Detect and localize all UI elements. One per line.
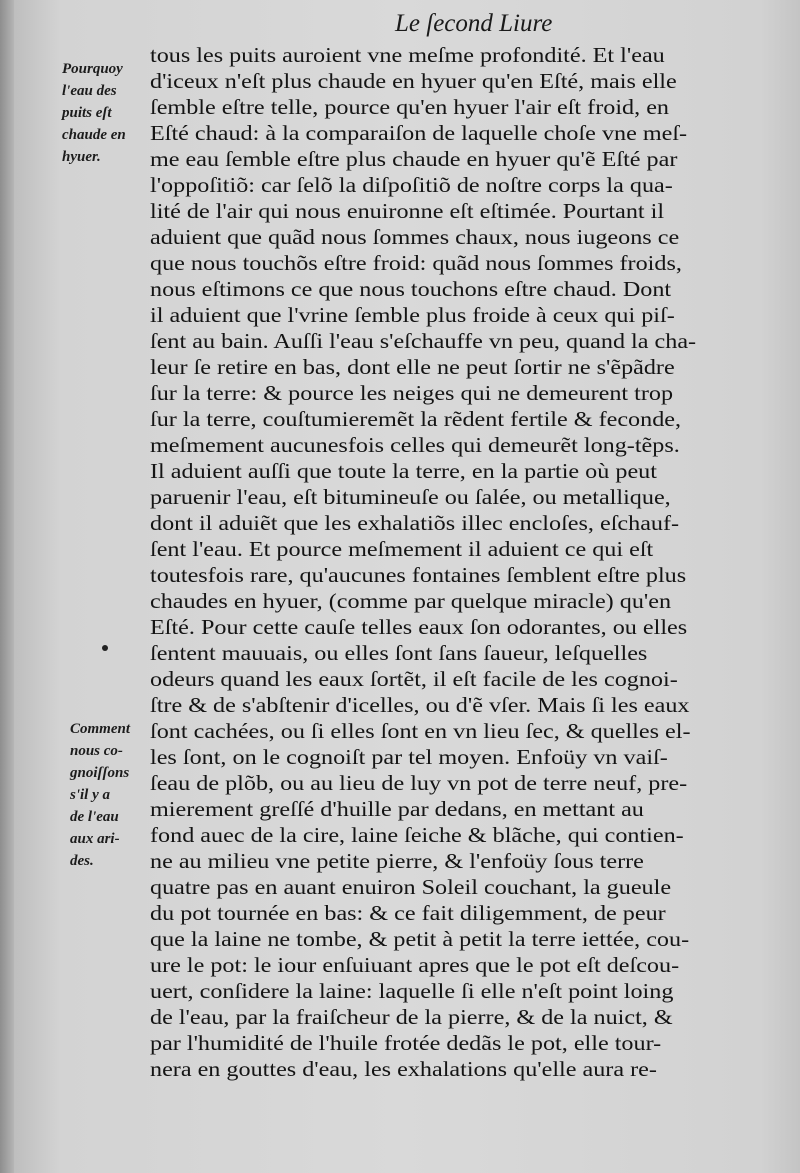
text-line: ſent l'eau. Et pource meſmement il aduient ce qui eſt [150,537,654,561]
text-line: me eau ſemble eſtre plus chaude en hyuer qu'ẽ Eſté par [150,147,678,171]
margin-note-line: s'il y a [70,787,110,803]
text-line: il aduient que l'vrine ſemble plus froide à ceux qui piſ- [150,303,675,327]
text-line: ſentent mauuais, ou elles ſont ſans ſaueur, leſquelles [150,641,648,665]
text-line: tous les puits auroient vne meſme profondité. Et l'eau [150,43,665,67]
text-line: quatre pas en auant enuiron Soleil couchant, la gueule [150,875,672,899]
text-line: nera en gouttes d'eau, les exhalations qu'elle aura re- [150,1057,657,1081]
text-line: ure le pot: le iour enſuiuant apres que le pot eſt deſcou- [150,953,680,977]
text-line: chaudes en hyuer, (comme par quelque miracle) qu'en [150,589,672,613]
text-line: que nous touchõs eſtre froid: quãd nous ſommes froids, [150,251,682,275]
margin-note-line: de l'eau [70,809,119,825]
margin-note-hot-wells [62,58,152,168]
text-line: que la laine ne tombe, & petit à petit la terre iettée, cou- [150,927,690,951]
text-line: Eſté chaud: à la comparaiſon de laquelle choſe vne meſ- [150,121,688,145]
margin-note-line: hyuer. [62,149,101,165]
text-line: ſur la terre, couſtumieremẽt la rẽdent fertile & feconde, [150,407,682,431]
text-line: Eſté. Pour cette cauſe telles eaux ſon odorantes, ou elles [150,615,688,639]
text-line: fond auec de la cire, laine ſeiche & blãche, qui contien- [150,823,684,847]
body-text [150,42,770,1082]
text-line: de l'eau, par la fraiſcheur de la pierre, & de la nuict, & [150,1005,673,1029]
text-line: paruenir l'eau, eſt bitumineuſe ou ſalée, ou metallique, [150,485,671,509]
running-title: Le ſecond Liure [395,10,553,37]
text-line: ſont cachées, ou ſi elles ſont en vn lieu ſec, & quelles el- [150,719,691,743]
text-line: uert, conſidere la laine: laquelle ſi elle n'eſt point loing [150,979,674,1003]
text-line: mierement greſſé d'huille par dedans, en mettant au [150,797,644,821]
text-line: ſeau de plõb, ou au lieu de luy vn pot de terre neuf, pre- [150,771,688,795]
margin-note-finding-water [70,718,160,872]
margin-note-line: puits eſt [62,105,112,121]
text-line: leur ſe retire en bas, dont elle ne peut ſortir ne s'ẽpãdre [150,355,675,379]
text-line: ſur la terre: & pource les neiges qui ne demeurent trop [150,381,674,405]
running-head [0,4,800,38]
text-line: aduient que quãd nous ſommes chaux, nous iugeons ce [150,225,680,249]
ink-dot [102,645,108,651]
margin-note-line: des. [70,853,94,869]
text-line: du pot tournée en bas: & ce fait diligemment, de peur [150,901,666,925]
text-line: l'oppoſitiõ: car ſelõ la diſpoſitiõ de noſtre corps la qua- [150,173,673,197]
text-line: odeurs quand les eaux ſortẽt, il eſt facile de les cognoi- [150,667,678,691]
margin-note-line: l'eau des [62,83,117,99]
text-line: d'iceux n'eſt plus chaude en hyuer qu'en Eſté, mais elle [150,69,677,93]
text-line: ne au milieu vne petite pierre, & l'enfoüy ſous terre [150,849,644,873]
text-line: toutesfois rare, qu'aucunes fontaines ſemblent eſtre plus [150,563,687,587]
text-line: dont il aduiẽt que les exhalatiõs illec encloſes, eſchauf- [150,511,680,535]
margin-note-line: gnoiſſons [70,765,130,781]
margin-note-line: Comment [70,721,131,737]
margin-note-line: nous co- [70,743,123,759]
text-line: par l'humidité de l'huile frotée dedãs le pot, elle tour- [150,1031,662,1055]
page-edge [0,0,14,1173]
text-line: ſent au bain. Auſſi l'eau s'eſchauffe vn peu, quand la cha- [150,329,697,353]
margin-note-line: aux ari- [70,831,120,847]
text-line: nous eſtimons ce que nous touchons eſtre chaud. Dont [150,277,672,301]
text-line: meſmement aucunesfois celles qui demeurẽt long-tẽps. [150,433,680,457]
text-line: ſemble eſtre telle, pource qu'en hyuer l'air eſt froid, en [150,95,669,119]
text-line: ſtre & de s'abſtenir d'icelles, ou d'ẽ vſer. Mais ſi les eaux [150,693,690,717]
text-line: les ſont, on le cognoiſt par tel moyen. Enfoüy vn vaiſ- [150,745,668,769]
text-line: Il aduient auſſi que toute la terre, en la partie où peut [150,459,657,483]
margin-note-line: chaude en [62,127,126,143]
margin-note-line: Pourquoy [62,61,123,77]
text-line: lité de l'air qui nous enuironne eſt eſtimée. Pourtant il [150,199,665,223]
